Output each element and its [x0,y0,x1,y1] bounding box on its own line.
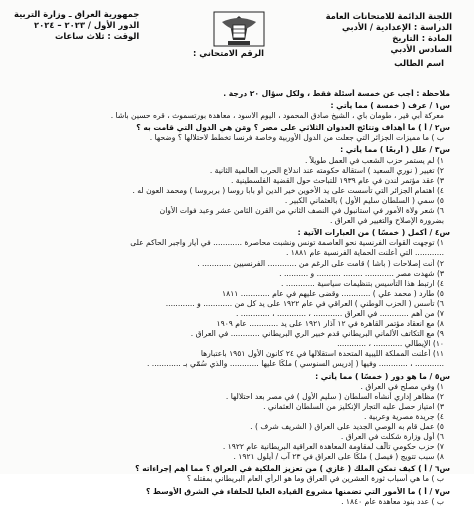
question-item-line: ٥) سمي ( السلطان سليم الأول ) بالعثماني الكبير . [284,195,444,205]
question-item-line: ٦) تأسس ( الحزب الوطني ) العراقي في عام ١٩٢٢ على يد كل من ............ و ............ [165,298,444,308]
question-item-line: ٦) أول وزارة شكلت في العراق . [340,432,444,442]
question-item-line: ٤) جريدة مصرية وعربية . [364,411,444,421]
student-name-label: اسم الطالب [394,58,444,68]
question-item-line: ............ ، ............ وفيها ( إدريس السنوسي ) ملكًا عليها ............ والذي سُمّي بـ ............ . [146,359,444,369]
question-item-line: ............ التي أعلنت الحماية الفرنسية عام ١٨٨١ . [285,248,444,258]
question-item-line: ٨) سبب تتويج ( فيصل ) ملكًا على العراق في ٢٣ آب / أيلول ١٩٢١ . [233,452,444,462]
question-item-line: ٥) طارد ( محمد علي ) ............ وقضى عليهم في عام ............ ١٨١١ [222,288,444,298]
question-item-line: ب ) ما مميزات الجزائر التي جعلت من الدول الأوربية وخاصة فرنسا تخطط لاحتلالها ؟ وضحها . [149,133,444,143]
header-right-line-3: المادة : التاريخ [392,33,452,43]
question-item-line: ٣) امتياز حصل عليه التجار الإنكليز من السلطان العثماني . [263,401,444,411]
exam-note: ملاحظة : أجب عن خمسة أسئلة فقط ، ولكل سؤال ٢٠ درجة . [223,89,450,98]
question-line: س٧ / أ ) ما الأمور التي تضمنها مشروع القيادة العليا للحلفاء في الشرق الأوسط ؟ [145,486,450,496]
header-right-line-2: الدراسة : الإعدادية / الأدبي [341,22,452,32]
question-item-line: ٣) عقد مؤتمر لندن في عام ١٩٣٩ للتباحث حول القضية الفلسطينية . [230,175,444,185]
iraq-emblem-icon [210,10,268,48]
question-item-line: ٣) شهدت مصر ............ ........ .......... و .......... . [279,268,444,278]
question-item-line: ١) توجهت القوات الفرنسية نحو العاصمة تونس ونشبت محاصرة ............ في أيار واجبر الحاكم على [130,238,444,248]
question-item-line: ٧) حزب حكومي تألّف لمقاومة المعاهدة العراقية البريطانية عام ١٩٢٢ . [222,442,444,452]
question-line: س٦ / أ ) كيف تمكن الملك ( غازي ) من تعزيز الملكية في العراق ؟ مما أهم إجراءاته ؟ [135,464,450,474]
header-left-line-2: الدور الأول / ٢٠٢٣ – ٢٠٢٤ [34,20,140,30]
question-item-line: ٢) مظاهر إداري أنشأه السلطان ( سليم الأول ) في مصر بعد احتلالها . [225,391,444,401]
question-item-line: ٧) من أهم ............ في العراق ............ ، ............ ، ............ . [235,308,444,318]
question-item-line: ٢) أنت إصلاحات ( باشا ) قامت على الرغم من ............ الفرنسيين ............ . [197,258,444,268]
question-item-line: ١٠) الإيطالي ............ ، ............ [337,339,444,349]
question-item-line: ٢) تغيير ( نوري السعيد ) استقالة حكومته عند اندلاع الحرب العالمية الثانية . [209,165,444,175]
question-item-line: ٤) اهتمام الجزائر التي تأسست على يد الأخوين خير الدين أو بابا روسا ( بربروسا ) ومحمد العون له . [132,185,444,195]
question-item-line: ٩) مع التكاتف الألماني البريطاني قدم خبير الري البريطاني ............ في العراق . [190,329,444,339]
question-line: س٢ / أ ) ما أهداف وتتائج العدوان الثلاثي على مصر ؟ ومَن هي الدول التي قامت به ؟ [136,123,450,133]
question-line: س١ / عرف ( خمسة ) مما يأتي : [330,101,450,111]
question-item-line: ١) لم يستمر حزب الشعب في العمل طويلاً . [304,155,444,165]
question-line: س٥ / ما هو دور ( خمسًا ) مما يأتي : [315,371,450,381]
question-item-line: ٨) مع انعقاد مؤتمر القاهرة في ١٢ آذار ١٩٢١ على يد ............ عام ١٩٠٩ [216,319,444,329]
question-item-line: ٤) ارتبط هذا التأسيس بتنظيمات سياسية ............ . [281,278,444,288]
question-item-line: ب ) ما هي أسباب ثورة العشرين في العراق وما هو الرأي العام البريطاني بمقتله ؟ [186,474,444,484]
ministry-header [14,9,139,42]
exam-questions [20,89,450,507]
question-item-line: بضرورة الإصلاح والتغيير في العراق . [329,216,444,226]
question-line: س٣ / علل ( أربعًا ) مما يأتي : [340,145,450,155]
question-item-line: معركة أبي قير ، طومان باي ، الشيخ صادق المحمود ، اليوم الاسود ، معاهدة بورتسموث ، قره حسين باشا . [110,111,444,121]
header-left-line-3: الوقت : ثلاث ساعات [54,31,140,41]
exam-committee-header [326,11,452,55]
header-left-line-1: جمهورية العراق ـ وزارة التربية [14,9,140,19]
question-line: س٤ / أكمل ( خمسًا ) من العبارات الآتية : [297,228,450,238]
exam-number-label: الرقم الامتحاني : [193,48,264,58]
header-right-line-1: اللجنة الدائمة للامتحانات العامة [325,11,452,21]
question-item-line: ٥) عمل قام به الوصي الجديد على العراق ( الشريف شرف ) . [250,422,444,431]
question-item-line: ب ) عدد بنود معاهدة عام ١٨٤٠ . [341,496,444,506]
question-item-line: ٦) شعر ولاة الأمور في استانبول في النصف الثاني من القرن الثامن عشر وعبد فوات الأوان [159,206,444,216]
question-item-line: ١١) أعلنت المملكة الليبية المتحدة استقلالها في ٢٤ كانون الأول ١٩٥١ باعتبارها [200,349,444,359]
header-right-line-4: السادس الأدبي [390,44,452,54]
question-item-line: ١) وفي مصلح في العراق . [360,381,444,391]
